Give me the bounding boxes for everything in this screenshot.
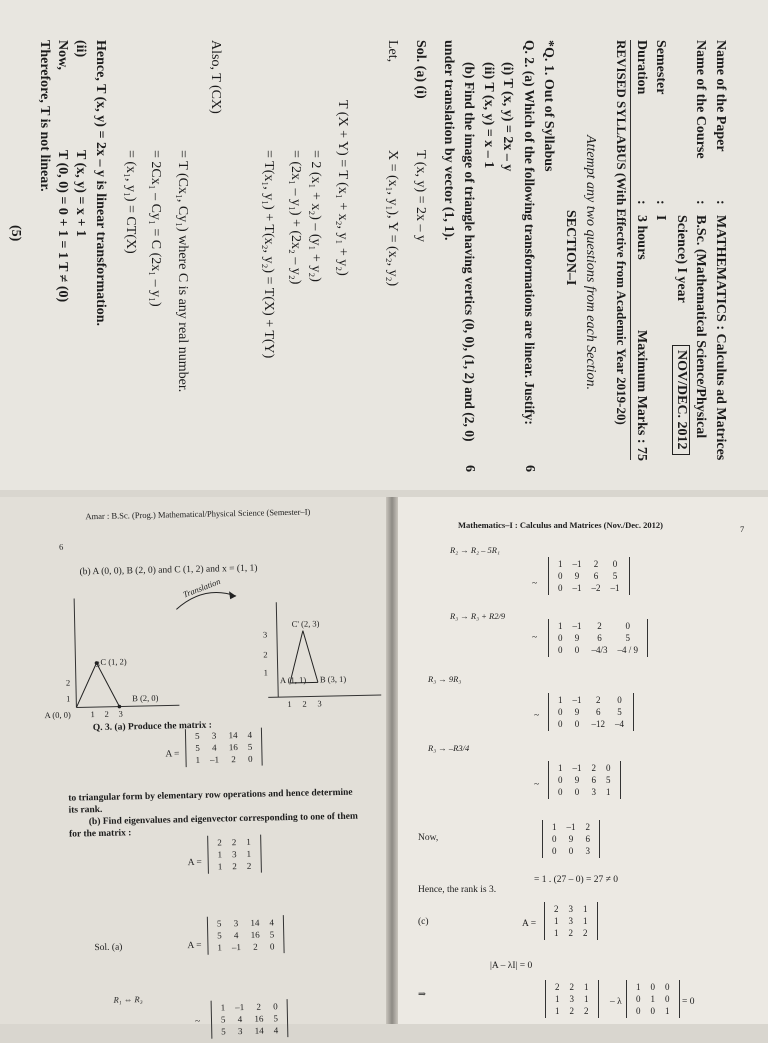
matrix-cell: 0 bbox=[665, 994, 670, 1004]
tick-x3: 3 bbox=[118, 708, 123, 719]
matrix-cell: 1 bbox=[558, 559, 563, 569]
matrix-row bbox=[553, 582, 625, 594]
matrix-cell: 1 bbox=[555, 994, 560, 1004]
matrix-cell: 6 bbox=[596, 707, 601, 717]
translation-label: Translation bbox=[181, 576, 222, 600]
matrix-cell: 1 bbox=[584, 982, 589, 992]
y-axis bbox=[74, 598, 76, 707]
matrix-cell: 2 bbox=[231, 754, 236, 765]
matrix-cell: 0 bbox=[625, 621, 631, 631]
cx-2: = 2Cx₁ – Cy₁ = C (2x₁ – y₁) bbox=[148, 150, 163, 307]
matrix-row bbox=[213, 860, 257, 873]
matrix-cell: 1 bbox=[665, 1006, 670, 1016]
label-c-prime: C' (2, 3) bbox=[291, 618, 320, 629]
txy-eq: T (X + Y) = T (x₁ + x₂, y₁ + y₂) bbox=[335, 100, 350, 276]
matrix-row bbox=[553, 706, 629, 718]
row-op-2: R₃ → R₃ + R2/9 bbox=[450, 611, 506, 621]
matrix-row bbox=[212, 940, 279, 953]
matrix-cell: 9 bbox=[574, 571, 580, 581]
q2-b-cont: under translation by vector (1, 1). bbox=[441, 40, 456, 241]
a-eq: A = bbox=[165, 749, 180, 760]
course-value-cont: Science) I year bbox=[674, 215, 689, 303]
matrix-row bbox=[553, 774, 616, 786]
matrix-cell: 0 bbox=[558, 571, 563, 581]
matrix-cell: 2 bbox=[256, 1001, 262, 1012]
matrix-cell: –1 bbox=[572, 763, 582, 773]
matrix-cell: 0 bbox=[558, 645, 563, 655]
colon: : bbox=[653, 200, 668, 205]
q2-i: (i) T (x, y) = 2x – y bbox=[500, 62, 515, 172]
q2: Q. 2. (a) Which of the following transformations are linear. Justify: bbox=[522, 40, 537, 425]
tick-y1: 1 bbox=[263, 667, 269, 678]
matrix-cell: 3 bbox=[233, 918, 239, 929]
matrix-row bbox=[553, 632, 643, 644]
matrix-cell: 1 bbox=[195, 754, 201, 765]
semester-value: I bbox=[653, 215, 668, 221]
x-axis bbox=[76, 705, 179, 707]
equals-zero: = 0 bbox=[682, 997, 695, 1007]
step-2: = (2x₁ – y₁) + (2x₂ – y₂) bbox=[288, 150, 303, 285]
matrix-after-swap bbox=[211, 999, 289, 1039]
matrix-cell: 3 bbox=[568, 904, 573, 914]
matrix-row bbox=[550, 1005, 594, 1017]
top-page bbox=[0, 0, 768, 490]
q2-ii: (ii) T (x, y) = x – 1 bbox=[481, 62, 496, 169]
implies: ⇒ bbox=[418, 990, 426, 1000]
running-header: Amar : B.Sc. (Prog.) Mathematical/Physical Science (Semester–I) bbox=[85, 506, 311, 522]
q3b-text-cont: for the matrix : bbox=[68, 828, 132, 840]
sol-eq: T (x, y) = 2x – y bbox=[413, 150, 428, 243]
page-number: 6 bbox=[58, 541, 64, 552]
graph-translated-triangle bbox=[264, 597, 386, 709]
matrix-cell: 1 bbox=[217, 849, 223, 860]
matrix-cell: 16 bbox=[250, 929, 260, 940]
matrix-cell: 4 bbox=[269, 917, 275, 928]
matrix-cell: 1 bbox=[552, 822, 557, 832]
matrix-step-3 bbox=[548, 693, 634, 731]
course-label: Name of the Course bbox=[693, 40, 708, 159]
matrix-cell: 5 bbox=[273, 1013, 279, 1024]
also-label: Also, T (CX) bbox=[208, 40, 223, 114]
matrix-cell: 0 bbox=[574, 719, 580, 729]
matrix-row bbox=[631, 981, 675, 993]
matrix-cell: 6 bbox=[597, 633, 602, 643]
matrix-step-4 bbox=[548, 761, 621, 799]
ii-eq: T (x, y) = x + 1 bbox=[73, 150, 88, 237]
matrix-cell: 0 bbox=[269, 941, 275, 952]
tilde: ~ bbox=[532, 633, 538, 643]
matrix-cell: 5 bbox=[625, 633, 631, 643]
matrix-cell: –4 / 9 bbox=[617, 645, 639, 655]
matrix-cell: 9 bbox=[574, 633, 580, 643]
matrix-cell: 2 bbox=[555, 982, 560, 992]
row-op-4: R₃ → –R3/4 bbox=[428, 743, 470, 753]
matrix-cell: 1 bbox=[583, 916, 588, 926]
matrix-cell: 9 bbox=[574, 775, 580, 785]
matrix-cell: 0 bbox=[558, 583, 563, 593]
syllabus-note: REVISED SYLLABUS (With Effective from Academic Year 2019-20) bbox=[614, 40, 629, 425]
matrix-cell: –1 bbox=[572, 583, 582, 593]
exam-badge: NOV/DEC. 2012 bbox=[672, 345, 690, 455]
divider bbox=[630, 40, 631, 460]
matrix-cell: 2 bbox=[568, 928, 573, 938]
matrix-cell: 0 bbox=[273, 1001, 278, 1012]
q3a-text: to triangular form by elementary row operations and hence determine bbox=[68, 787, 353, 804]
matrix-cell: 6 bbox=[593, 571, 599, 581]
matrix-cell: 1 bbox=[606, 787, 611, 797]
matrix-cell: 0 bbox=[558, 707, 563, 717]
cx-3: = (x₁, y₁) = CT(X) bbox=[123, 150, 138, 254]
y-axis bbox=[276, 602, 278, 697]
tick-y3: 3 bbox=[262, 629, 268, 640]
matrix-row bbox=[549, 915, 593, 927]
sol-label: Sol. (a) (i) bbox=[413, 40, 428, 99]
label-b: B (2, 0) bbox=[132, 692, 159, 704]
matrix-row bbox=[547, 833, 595, 845]
c-label: (c) bbox=[418, 917, 429, 927]
matrix-row bbox=[553, 644, 643, 656]
matrix-upper bbox=[542, 820, 600, 858]
page-number: (5) bbox=[8, 225, 23, 242]
matrix-cell: –1 bbox=[566, 822, 576, 832]
matrix-q3b bbox=[207, 835, 261, 874]
matrix-cell: –1 bbox=[610, 583, 620, 593]
row-op: R₁ ⇔ R₃ bbox=[113, 994, 143, 1005]
matrix-cell: 2 bbox=[217, 837, 222, 848]
matrix-cell: 14 bbox=[228, 730, 238, 741]
matrix-cell: 0 bbox=[574, 787, 580, 797]
matrix-q3 bbox=[185, 728, 263, 768]
tick-x1: 1 bbox=[90, 709, 95, 720]
matrix-cell: 4 bbox=[211, 742, 217, 753]
matrix-cell: 1 bbox=[246, 848, 252, 859]
step-3: = T(x₁, y₁) + T(x₂, y₂) = T(X) + T(Y) bbox=[261, 150, 276, 359]
duration-value: 3 hours bbox=[634, 215, 649, 260]
matrix-cell: 0 bbox=[568, 846, 574, 856]
now-eq: T (0, 0) = 0 + 1 = 1 T ≠ (0) bbox=[55, 150, 70, 303]
edge-cb bbox=[96, 663, 119, 707]
matrix-cell: 2 bbox=[596, 695, 601, 705]
matrix-cell: 3 bbox=[211, 730, 217, 741]
now-label: Now, bbox=[55, 40, 70, 70]
matrix-cell: –1 bbox=[231, 942, 242, 953]
matrix-cell: 0 bbox=[636, 1006, 641, 1016]
matrix-cell: –4 bbox=[615, 719, 624, 729]
matrix-cell: 1 bbox=[246, 836, 251, 847]
sol-label: Sol. (a) bbox=[94, 942, 123, 954]
a-eq: A = bbox=[187, 940, 202, 952]
matrix-cell: 3 bbox=[585, 846, 590, 856]
matrix-row bbox=[190, 753, 257, 766]
matrix-cell: 0 bbox=[552, 846, 557, 856]
matrix-row bbox=[631, 1005, 675, 1017]
matrix-cell: –1 bbox=[572, 695, 582, 705]
matrix-cell: 3 bbox=[237, 1026, 243, 1037]
paper-value: MATHEMATICS : Calculus ad Matrices bbox=[713, 215, 728, 461]
matrix-cell: 0 bbox=[558, 633, 563, 643]
label-a-prime: A (1, 1) bbox=[279, 674, 307, 686]
hence-line: Hence, T (x, y) = 2x – y is linear transformation. bbox=[93, 40, 108, 327]
identity-matrix bbox=[626, 980, 680, 1018]
matrix-row bbox=[553, 620, 643, 632]
q2b-text: (b) A (0, 0), B (2, 0) and C (1, 2) and x = (1, 1) bbox=[79, 563, 258, 578]
matrix-cell: 6 bbox=[585, 834, 590, 844]
attempt-note: Attempt any two questions from each Section. bbox=[583, 135, 598, 390]
matrix-cell: –1 bbox=[235, 1001, 245, 1013]
ii-label: (ii) bbox=[73, 40, 88, 58]
matrix-cell: 1 bbox=[583, 904, 588, 914]
matrix-cell: –4/3 bbox=[591, 645, 608, 655]
matrix-cell: 2 bbox=[593, 559, 599, 569]
matrix-cell: 1 bbox=[558, 763, 563, 773]
row-op-3: R₃ → 9R₃ bbox=[428, 674, 462, 684]
matrix-cell: 0 bbox=[650, 1006, 655, 1016]
matrix-cell: 2 bbox=[232, 861, 237, 872]
matrix-cell: 5 bbox=[617, 707, 622, 717]
matrix-cell: 4 bbox=[273, 1025, 279, 1036]
matrix-cell: 0 bbox=[612, 559, 618, 569]
matrix-cell: 2 bbox=[569, 982, 574, 992]
tilde: ~ bbox=[532, 579, 538, 589]
q3b-text: (b) Find eigenvalues and eigenvector corresponding to one of them bbox=[88, 811, 358, 828]
matrix-cell: 2 bbox=[554, 904, 559, 914]
colon: : bbox=[713, 200, 728, 205]
matrix-cell: 5 bbox=[269, 929, 275, 940]
matrix-cell: 1 bbox=[554, 916, 559, 926]
course-value: B.Sc. (Mathematical Science/Physical bbox=[693, 215, 708, 439]
q1: *Q. 1. Out of Syllabus bbox=[541, 40, 556, 172]
matrix-cell: 0 bbox=[574, 645, 580, 655]
matrix-row bbox=[553, 762, 616, 774]
let-label: Let, bbox=[385, 40, 400, 63]
tilde: ~ bbox=[534, 780, 540, 790]
q3a-text-cont: its rank. bbox=[68, 804, 103, 816]
let-eq: X = (x₁, y₁), Y = (x₂, y₂) bbox=[385, 150, 400, 287]
top-page-content bbox=[0, 0, 768, 490]
matrix-cell: 5 bbox=[612, 571, 618, 581]
x-axis bbox=[268, 695, 381, 697]
matrix-cell: 0 bbox=[558, 719, 563, 729]
tick-x3: 3 bbox=[317, 698, 322, 709]
matrix-cell: 2 bbox=[585, 822, 590, 832]
book-gutter bbox=[386, 497, 398, 1024]
matrix-row bbox=[216, 1024, 283, 1037]
tick-y2: 2 bbox=[263, 649, 268, 660]
section-title: SECTION–I bbox=[563, 210, 578, 286]
matrix-cell: 0 bbox=[650, 982, 655, 992]
matrix-cell: 2 bbox=[569, 1006, 574, 1016]
label-a: A (0, 0) bbox=[44, 709, 71, 721]
right-page bbox=[392, 497, 768, 1024]
running-header: Mathematics–I : Calculus and Matrices (Nov./Dec. 2012) bbox=[458, 520, 663, 530]
rank-line: Hence, the rank is 3. bbox=[418, 885, 497, 895]
matrix-row bbox=[550, 993, 594, 1005]
matrix-cell: 0 bbox=[617, 695, 622, 705]
matrix-step-2 bbox=[548, 619, 648, 657]
minus-lambda: – λ bbox=[610, 997, 622, 1007]
max-marks: Maximum Marks : 75 bbox=[634, 330, 649, 462]
matrix-cell: 1 bbox=[636, 982, 641, 992]
matrix-a-repeat bbox=[545, 980, 599, 1018]
page-number: 7 bbox=[740, 524, 745, 534]
matrix-cell: 1 bbox=[554, 928, 559, 938]
label-c: C (1, 2) bbox=[100, 656, 127, 667]
matrix-row bbox=[553, 718, 629, 730]
matrix-cell: 5 bbox=[247, 741, 253, 752]
semester-label: Semester bbox=[653, 40, 668, 95]
matrix-cell: 16 bbox=[228, 742, 238, 753]
matrix-cell: 2 bbox=[597, 621, 602, 631]
matrix-cell: –1 bbox=[209, 754, 220, 765]
edge-ac bbox=[76, 663, 98, 707]
tilde: ~ bbox=[534, 711, 540, 721]
matrix-row bbox=[631, 993, 675, 1005]
q2-b: (b) Find the image of triangle having vertics (0, 0), (1, 2) and (2, 0) bbox=[462, 62, 477, 442]
matrix-row bbox=[549, 903, 593, 915]
matrix-cell: 0 bbox=[558, 775, 563, 785]
matrix-step-1 bbox=[548, 557, 630, 595]
matrix-cell: 2 bbox=[584, 1006, 589, 1016]
matrix-cell: 1 bbox=[650, 994, 655, 1004]
matrix-cell: 6 bbox=[591, 775, 596, 785]
matrix-row bbox=[549, 927, 593, 939]
matrix-cell: 1 bbox=[558, 695, 563, 705]
tick-x2: 2 bbox=[104, 708, 109, 719]
matrix-cell: 2 bbox=[253, 941, 258, 952]
matrix-cell: 0 bbox=[247, 753, 253, 764]
matrix-row bbox=[550, 981, 594, 993]
tick-y2: 2 bbox=[65, 677, 71, 688]
matrix-cell: 14 bbox=[254, 1025, 264, 1036]
matrix-cell: –12 bbox=[591, 719, 605, 729]
matrix-cell: 1 bbox=[555, 1006, 560, 1016]
matrix-row bbox=[553, 786, 616, 798]
matrix-cell: 9 bbox=[568, 834, 574, 844]
step-1: = 2 (x₁ + x₂) – (y₁ + y₂) bbox=[308, 150, 323, 282]
matrix-cell: 5 bbox=[217, 930, 222, 941]
det-value: = 1 . (27 – 0) = 27 ≠ 0 bbox=[534, 875, 619, 885]
matrix-row bbox=[547, 845, 595, 857]
matrix-cell: 1 bbox=[217, 942, 223, 953]
q3a-title: Q. 3. (a) Produce the matrix : bbox=[92, 720, 213, 734]
tick-y1: 1 bbox=[66, 693, 71, 704]
matrix-cell: 5 bbox=[194, 730, 200, 741]
a-eq: A = bbox=[187, 857, 202, 869]
char-eq: |A – λI| = 0 bbox=[490, 961, 533, 971]
matrix-cell: 1 bbox=[558, 621, 563, 631]
matrix-cell: 5 bbox=[220, 1014, 226, 1025]
matrix-cell: 14 bbox=[250, 917, 260, 928]
paper-label: Name of the Paper bbox=[713, 40, 728, 152]
matrix-row bbox=[553, 570, 625, 582]
q2-b-marks: 6 bbox=[462, 465, 477, 472]
matrix-cell: –2 bbox=[591, 583, 601, 593]
matrix-cell: 2 bbox=[246, 860, 252, 871]
matrix-cell: 0 bbox=[558, 787, 563, 797]
matrix-cell: 5 bbox=[195, 742, 200, 753]
matrix-row bbox=[212, 848, 256, 861]
duration-label: Duration bbox=[634, 40, 649, 95]
matrix-cell: 4 bbox=[237, 1014, 243, 1025]
matrix-row bbox=[547, 821, 595, 833]
matrix-cell: 16 bbox=[254, 1013, 264, 1024]
matrix-cell: 2 bbox=[591, 763, 596, 773]
matrix-cell: 0 bbox=[665, 982, 670, 992]
matrix-cell: 9 bbox=[574, 707, 580, 717]
matrix-cell: 5 bbox=[221, 1026, 226, 1037]
matrix-cell: 0 bbox=[552, 834, 557, 844]
colon: : bbox=[693, 200, 708, 205]
colon: : bbox=[634, 200, 649, 205]
matrix-a bbox=[544, 902, 598, 940]
q2-marks: 6 bbox=[522, 465, 537, 472]
matrix-cell: 2 bbox=[583, 928, 588, 938]
tick-x1: 1 bbox=[287, 698, 292, 710]
matrix-cell: 4 bbox=[247, 729, 253, 740]
a-eq: A = bbox=[522, 919, 537, 929]
tilde: ~ bbox=[194, 1016, 201, 1028]
therefore-line: Therefore, T is not linear. bbox=[37, 40, 52, 192]
matrix-sol bbox=[207, 915, 285, 955]
matrix-cell: 3 bbox=[591, 787, 596, 797]
matrix-cell: 5 bbox=[606, 775, 611, 785]
matrix-cell: –1 bbox=[572, 559, 582, 569]
matrix-cell: 3 bbox=[568, 916, 573, 926]
matrix-cell: 1 bbox=[584, 994, 589, 1004]
tick-y3: 3 bbox=[95, 658, 100, 670]
matrix-cell: 4 bbox=[233, 930, 239, 941]
left-page bbox=[0, 497, 392, 1037]
matrix-cell: 0 bbox=[636, 994, 641, 1004]
matrix-row bbox=[553, 558, 625, 570]
label-b-prime: B (3, 1) bbox=[319, 673, 347, 685]
matrix-cell: 0 bbox=[606, 763, 611, 773]
now-label: Now, bbox=[418, 833, 439, 843]
matrix-cell: 3 bbox=[569, 994, 574, 1004]
matrix-row bbox=[553, 694, 629, 706]
matrix-cell: 3 bbox=[231, 849, 237, 860]
tick-x2: 2 bbox=[302, 698, 307, 709]
matrix-row bbox=[212, 836, 256, 849]
matrix-cell: 1 bbox=[220, 1002, 226, 1013]
cx-1: = T (Cx₁, Cy₁) where C is any real number. bbox=[175, 150, 190, 393]
matrix-cell: –1 bbox=[572, 621, 582, 631]
matrix-cell: 5 bbox=[216, 918, 222, 929]
graph-original-triangle bbox=[62, 593, 184, 715]
row-op-1: R₂ → R₂ – 5R₁ bbox=[450, 545, 500, 555]
matrix-cell: 1 bbox=[217, 861, 223, 872]
matrix-cell: 2 bbox=[231, 837, 237, 848]
